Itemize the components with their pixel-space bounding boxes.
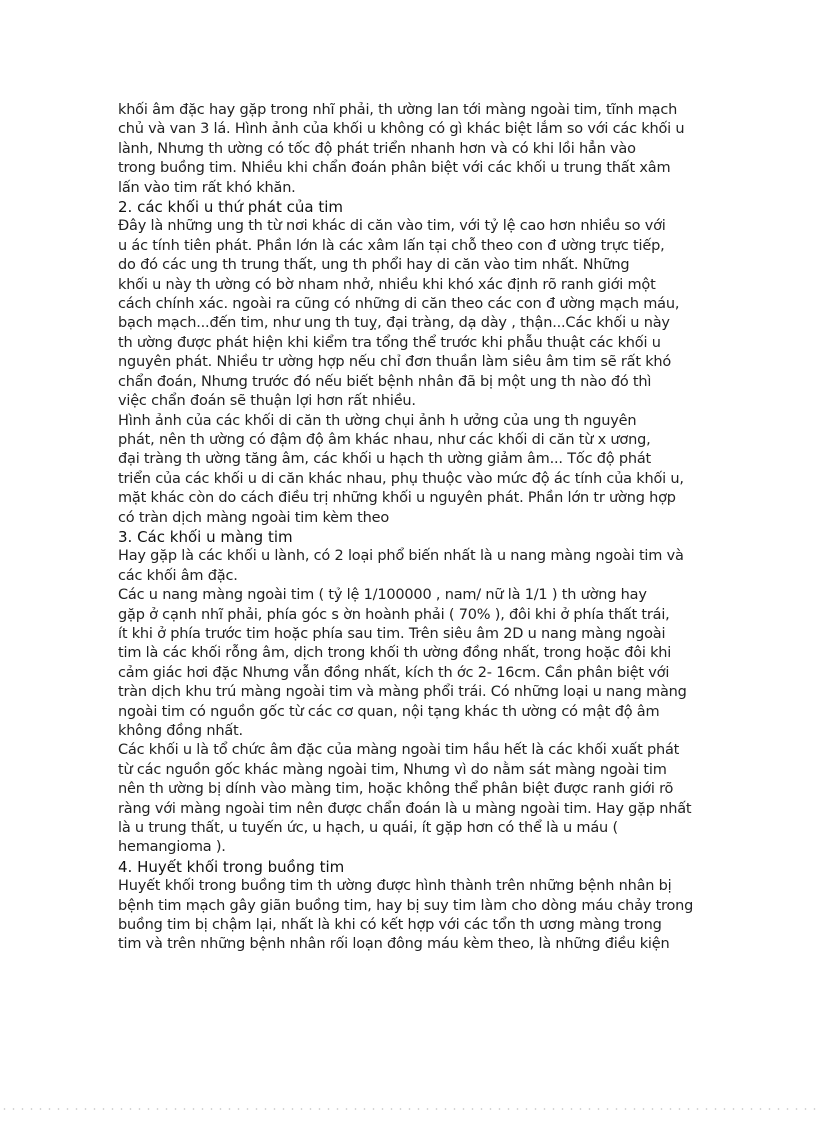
text-line: ràng với màng ngoài tim nên được chẩn đoán là u màng ngoài tim. Hay gặp nhất xyxy=(118,800,692,817)
heading-text: 3. Các khối u màng tim xyxy=(118,527,293,546)
text-line: trong buồng tim. Nhiều khi chẩn đoán phân biệt với các khối u trung thất xâm xyxy=(118,160,671,177)
text-line: đại tràng th ường tăng âm, các khối u hạch th ường giảm âm... Tốc độ phát xyxy=(118,451,652,468)
text-line: việc chẩn đoán sẽ thuận lợi hơn rất nhiều. xyxy=(118,393,416,410)
text-line: Hình ảnh của các khối di căn th ường chụi ảnh h ưởng của ung th nguyên xyxy=(118,412,637,429)
text-line: triển của các khối u di căn khác nhau, phụ thuộc vào mức độ ác tính của khối u, xyxy=(118,470,684,487)
text-line: không đồng nhất. xyxy=(118,723,243,739)
text-line: th ường được phát hiện khi kiểm tra tổng thể trước khi phẫu thuật các khối u xyxy=(118,334,661,351)
text-line: Các khối u là tổ chức âm đặc của màng ngoài tim hầu hết là các khối xuất phát xyxy=(118,742,680,759)
body-paragraph xyxy=(118,877,703,955)
heading-text: 4. Huyết khối trong buồng tim xyxy=(118,857,345,876)
text-line: nguyên phát. Nhiều tr ường hợp nếu chỉ đơn thuần làm siêu âm tim sẽ rất khó xyxy=(118,354,672,371)
text-line: các khối âm đặc. xyxy=(118,567,238,584)
text-line: chẩn đoán, Nhưng trước đó nếu biết bệnh nhân đã bị một ung th nào đó thì xyxy=(118,373,652,390)
text-line: lấn vào tim rất khó khăn. xyxy=(118,179,296,196)
text-line: tràn dịch khu trú màng ngoài tim và màng phổi trái. Có những loại u nang màng xyxy=(118,684,687,701)
text-line: phát, nên th ường có đậm độ âm khác nhau, như các khối di căn từ x ương, xyxy=(118,431,651,448)
text-line: có tràn dịch màng ngoài tim kèm theo xyxy=(118,509,390,526)
section-heading xyxy=(118,858,703,877)
text-line: là u trung thất, u tuyến ức, u hạch, u quái, ít gặp hơn có thể là u máu ( xyxy=(118,820,618,837)
heading-text: 2. các khối u thứ phát của tim xyxy=(118,198,344,217)
text-line: Huyết khối trong buồng tim th ường được hình thành trên những bệnh nhân bị xyxy=(118,878,672,895)
body-paragraph xyxy=(118,586,703,741)
text-line: tim là các khối rỗng âm, dịch trong khối th ường đồng nhất, trong hoặc đôi khi xyxy=(118,645,672,662)
text-line: Các u nang màng ngoài tim ( tỷ lệ 1/100000 , nam/ nữ là 1/1 ) th ường hay xyxy=(118,587,647,604)
text-line: bệnh tim mạch gây giãn buồng tim, hay bị suy tim làm cho dòng máu chảy trong xyxy=(118,897,694,914)
text-line: ngoài tim có nguồn gốc từ các cơ quan, nội tạng khác th ường có mật độ âm xyxy=(118,703,660,720)
text-line: bạch mạch...đến tim, như ung th tuỵ, đại tràng, dạ dày , thận...Các khối u này xyxy=(118,315,670,332)
body-paragraph xyxy=(118,412,703,528)
document-body xyxy=(118,101,703,955)
text-line: mặt khác còn do cách điều trị những khối u nguyên phát. Phần lớn tr ường hợp xyxy=(118,490,676,507)
body-paragraph xyxy=(118,547,703,586)
section-heading xyxy=(118,528,703,547)
text-line: nên th ường bị dính vào màng tim, hoặc không thể phân biệt được ranh giới rõ xyxy=(118,781,674,798)
section-heading xyxy=(118,198,703,217)
body-paragraph xyxy=(118,741,703,857)
text-line: Đây là những ung th từ nơi khác di căn vào tim, với tỷ lệ cao hơn nhiều so với xyxy=(118,218,666,235)
text-line: khối âm đặc hay gặp trong nhĩ phải, th ường lan tới màng ngoài tim, tĩnh mạch xyxy=(118,102,678,118)
text-line: cách chính xác. ngoài ra cũng có những di căn theo các con đ ường mạch máu, xyxy=(118,296,680,313)
text-line: từ các nguồn gốc khác màng ngoài tim, Nhưng vì do nằm sát màng ngoài tim xyxy=(118,761,667,778)
text-line: gặp ở cạnh nhĩ phải, phía góc s ờn hoành phải ( 70% ), đôi khi ở phía thất trái, xyxy=(118,606,670,623)
text-line: hemangioma ). xyxy=(118,839,226,856)
text-line: chủ và van 3 lá. Hình ảnh của khối u không có gì khác biệt lắm so với các khối u xyxy=(118,121,685,138)
text-line: cảm giác hơi đặc Nhưng vẫn đồng nhất, kích th ớc 2- 16cm. Cần phân biệt với xyxy=(118,664,670,681)
text-line: tim và trên những bệnh nhân rối loạn đông máu kèm theo, là những điều kiện xyxy=(118,936,670,953)
body-paragraph xyxy=(118,217,703,411)
text-line: ít khi ở phía trước tim hoặc phía sau tim. Trên siêu âm 2D u nang màng ngoài xyxy=(118,625,666,642)
page-bottom-dotted-border xyxy=(0,1108,816,1110)
text-line: Hay gặp là các khối u lành, có 2 loại phổ biến nhất là u nang màng ngoài tim và xyxy=(118,548,684,565)
text-line: khối u này th ường có bờ nham nhở, nhiều khi khó xác định rõ ranh giới một xyxy=(118,276,656,293)
text-line: do đó các ung th trung thất, ung th phổi hay di căn vào tim nhất. Những xyxy=(118,257,630,274)
text-line: buồng tim bị chậm lại, nhất là khi có kết hợp với các tổn th ương màng trong xyxy=(118,917,662,934)
text-line: u ác tính tiên phát. Phần lớn là các xâm lấn tại chỗ theo con đ ường trực tiếp, xyxy=(118,237,665,254)
text-line: lành, Nhưng th ường có tốc độ phát triển nhanh hơn và có khi lồi hẳn vào xyxy=(118,140,636,157)
body-paragraph xyxy=(118,101,703,198)
